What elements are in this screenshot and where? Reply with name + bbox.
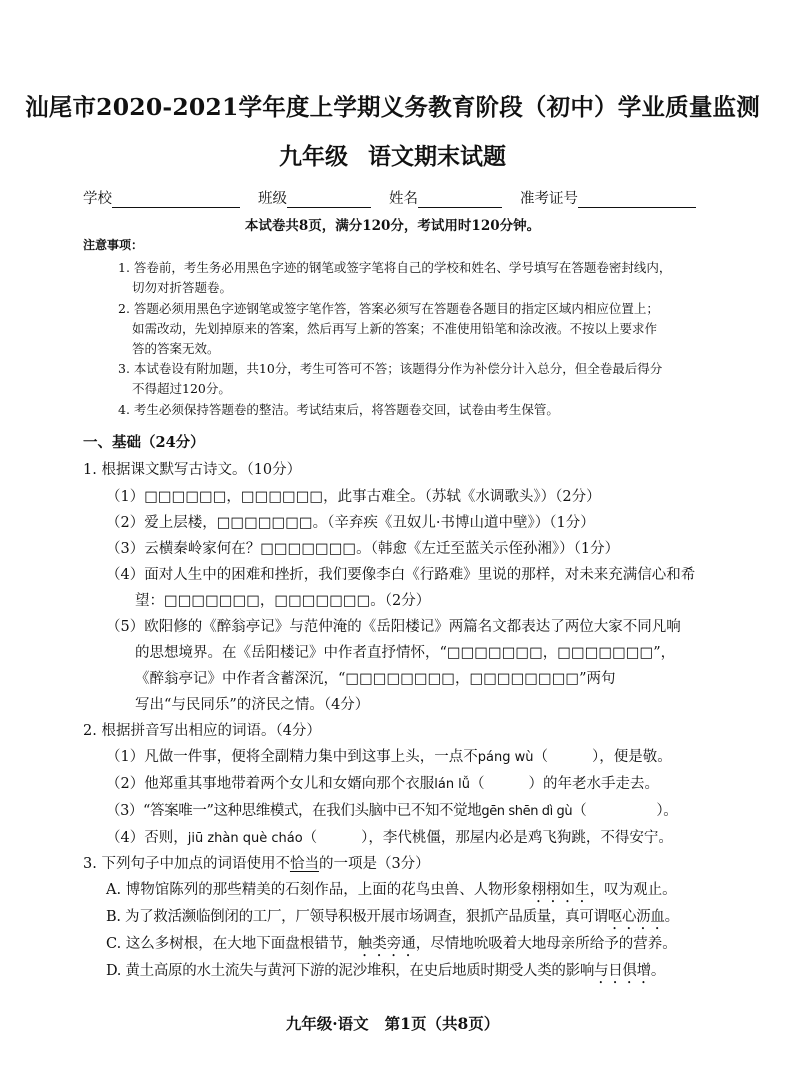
option-text: 。 <box>664 909 679 925</box>
section-title: 一、基础（24分） <box>83 434 205 451</box>
q2-pinyin: lán lǚ <box>434 777 471 792</box>
option-text: ，尽情地吮吸着大地母亲所给予的营养。 <box>415 936 677 952</box>
question-2-line <box>106 745 672 766</box>
exam-no-label: 准考证号 <box>520 191 578 207</box>
question-1-line: 《醉翁亭记》中作者含蓄深沉，“□□□□□□□□，□□□□□□□□”两句 <box>135 671 616 687</box>
question-2-stem: 2. 根据拼音写出相应的词语。（4分） <box>83 723 321 739</box>
school-label: 学校 <box>83 191 112 207</box>
page-number: 第1页（共8页） <box>384 1014 500 1033</box>
dotted-word: 触类旁通 <box>357 936 416 952</box>
option-text: D. 黄土高原的水土流失与黄河下游的泥沙堆积，在史后地质时期受人类的影响 <box>106 963 595 979</box>
q2-text: （3）“答案唯一”这种思维模式，在我们头脑中已不知不觉地 <box>106 803 482 819</box>
name-field[interactable] <box>418 193 502 208</box>
attention-item: 1. 答卷前，考生务必用黑色字迹的钢笔或签字笔将自己的学校和姓名、学号填写在答题卷密封线内， <box>118 260 672 275</box>
q2-text: （4）否则， <box>106 830 188 846</box>
attention-item: 如需改动，先划掉原来的答案，然后再写上新的答案；不准使用铅笔和涂改液。不按以上要求作 <box>132 321 658 336</box>
info-row <box>83 187 696 208</box>
question-1-stem: 1. 根据课文默写古诗文。（10分） <box>83 462 302 478</box>
question-2-line <box>106 772 659 793</box>
question-1-line: 写出“与民同乐”的济民之情。（4分） <box>135 697 370 713</box>
grade-label: 九年级 <box>279 143 348 170</box>
footer-subject: 九年级·语文 <box>285 1014 369 1033</box>
q2-text: 。 <box>663 803 678 819</box>
q3-stem-underlined: 恰当 <box>289 856 319 872</box>
dotted-word: 栩栩如生 <box>531 882 590 898</box>
dotted-word: 呕心沥血 <box>607 909 665 925</box>
q2-pinyin: páng wù <box>477 750 534 765</box>
exam-title: 汕尾市2020-2021学年度上学期义务教育阶段（初中）学业质量监测 <box>25 93 760 121</box>
exam-notice: 本试卷共8页，满分120分，考试用时120分钟。 <box>244 218 541 234</box>
q2-pinyin: jiū zhàn què cháo <box>187 831 303 846</box>
class-label: 班级 <box>258 191 287 207</box>
q3-stem-text: 3. 下列句子中加点的词语使用不 <box>83 856 290 872</box>
school-field[interactable] <box>112 193 240 208</box>
question-2-line <box>106 799 677 820</box>
class-field[interactable] <box>287 193 371 208</box>
subject-label: 语文期末试题 <box>368 143 506 170</box>
option-text: A. 博物馆陈列的那些精美的石刻作品，上面的花鸟虫兽、人物形象 <box>106 882 532 898</box>
exam-no-field[interactable] <box>578 193 696 208</box>
attention-item: 切勿对折答题卷。 <box>132 280 233 295</box>
option-d[interactable] <box>106 959 665 987</box>
question-1-line: （2）爱上层楼，□□□□□□□。（辛弃疾《丑奴儿·书博山道中壁》）（1分） <box>106 515 595 531</box>
attention-item: 答的答案无效。 <box>132 341 220 356</box>
attention-item: 4. 考生必须保持答题卷的整洁。考试结束后，将答题卷交回，试卷由考生保管。 <box>118 402 559 417</box>
q2-answer-blank[interactable]: （ ） <box>533 749 600 765</box>
option-b[interactable] <box>106 905 679 933</box>
q2-text: （2）他郑重其事地带着两个女儿和女婿向那个衣服 <box>106 776 435 792</box>
option-text: B. 为了救活濒临倒闭的工厂，厂领导积极开展市场调查，狠抓产品质量，真可谓 <box>106 909 608 925</box>
exam-subtitle <box>0 138 785 171</box>
q2-pinyin: gēn shēn dì gù <box>481 804 573 819</box>
q2-text: ，李代桃僵，那屋内必是鸡飞狗跳，不得安宁。 <box>368 830 673 846</box>
q2-answer-blank[interactable]: （ ） <box>302 830 369 846</box>
attention-item: 3. 本试卷设有附加题，共10分，考生可答可不答；该题得分作为补偿分计入总分，但全卷最后得分 <box>118 361 663 376</box>
question-1-line: （4）面对人生中的困难和挫折，我们要像李白《行路难》里说的那样，对未来充满信心和希 <box>106 567 696 583</box>
dotted-word: 与日俱增 <box>594 963 651 979</box>
option-text: C. 这么多树根，在大地下面盘根错节， <box>106 936 358 952</box>
question-2-line <box>106 826 673 847</box>
option-c[interactable] <box>106 932 677 960</box>
q3-stem-text: 的一项是（3分） <box>318 856 430 872</box>
question-3-stem <box>83 852 430 873</box>
attention-heading: 注意事项： <box>83 238 144 252</box>
q2-answer-blank[interactable]: （ ） <box>470 776 544 792</box>
question-1-line: （3）云横秦岭家何在？□□□□□□□。（韩愈《左迁至蓝关示侄孙湘》）（1分） <box>106 541 620 557</box>
question-1-line: 望：□□□□□□□，□□□□□□□。（2分） <box>135 593 431 609</box>
question-1-line: （1）□□□□□□，□□□□□□，此事古难全。（苏轼《水调歌头》）（2分） <box>106 489 601 505</box>
question-1-line: （5）欧阳修的《醉翁亭记》与范仲淹的《岳阳楼记》两篇名文都表达了两位大家不同凡响 <box>106 619 681 635</box>
question-1-line: 的思想境界。在《岳阳楼记》中作者直抒情怀，“□□□□□□□，□□□□□□□”， <box>135 645 676 661</box>
attention-item: 2. 答题必须用黑色字迹钢笔或签字笔作答，答案必须写在答题卷各题目的指定区域内相应位置上； <box>118 301 659 316</box>
q2-text: 的年老水手走去。 <box>543 776 660 792</box>
name-label: 姓名 <box>389 191 418 207</box>
page-footer <box>0 1012 785 1034</box>
q2-text: ，便是敬。 <box>599 749 672 765</box>
q2-answer-blank[interactable]: （ ） <box>572 803 664 819</box>
option-a[interactable] <box>106 878 677 906</box>
option-text: 。 <box>650 963 666 979</box>
q2-text: （1）凡做一件事，便将全副精力集中到这事上头，一点不 <box>106 749 478 765</box>
attention-item: 不得超过120分。 <box>132 381 231 396</box>
option-text: ，叹为观止。 <box>589 882 677 898</box>
